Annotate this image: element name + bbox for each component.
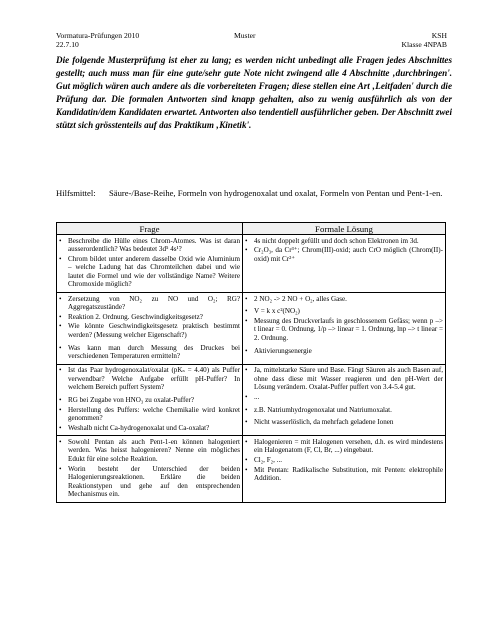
question-answer-table [56, 222, 446, 503]
question-item: • Chrom bildet unter anderem dasselbe Oxid wie Aluminium – welche Ladung hat das Chromteilchen dabei und wie lautet die Formel und wie der vollständige Name? Weitere Chromoxide möglich? [59, 255, 240, 289]
question-item: • Sowohl Pentan als auch Pent-1-en können halogeniert werden. Was heisst halogenieren? Nenne ein mögliches Edukt für eine solche Reaktion. [59, 438, 240, 464]
table-row [57, 436, 446, 503]
table-row [57, 293, 446, 365]
answer-cell [243, 235, 446, 293]
question-item: • Was kann man durch Messung des Druckes bei verschiedenen Temperaturen ermitteln? [59, 344, 240, 361]
question-item: • Herstellung des Puffers: welche Chemikalie wird konkret genommen? [59, 406, 240, 423]
answer-item: • V = k x c²(NO₂) [245, 307, 443, 316]
column-header-question: Frage [57, 223, 243, 235]
column-header-answer: Formale Lösung [243, 223, 446, 235]
question-item: • Worin besteht der Unterschied der beiden Halogenierungsreaktionen. Erkläre die beiden Reaktionstypen und gehe auf den entsprechenden Mechanismus ein. [59, 465, 240, 499]
answer-item: • ... [245, 393, 443, 402]
question-item: • Ist das Paar hydrogenoxalat/oxalat (pKₛ = 4.40) als Puffer verwendbar? Welche Aufgabe erfüllt pH-Puffer? In welchem Bereich puffert System? [59, 366, 240, 392]
header-right [402, 31, 448, 49]
answer-item: • Cl₂, F₂, ... [245, 456, 443, 465]
intro-paragraph [56, 54, 452, 133]
answer-item: • Nicht wasserlöslich, da mehrfach geladene Ionen [245, 418, 443, 427]
question-cell [57, 293, 243, 365]
answer-item: • z.B. Natriumhydrogenoxalat und Natriumoxalat. [245, 406, 443, 415]
question-item: • Reaktion 2. Ordnung. Geschwindigkeitsgesetz? [59, 313, 240, 322]
intro-text: Die folgende Musterprüfung ist eher zu lang; es werden nicht unbedingt alle Fragen jedes Abschnittes gestellt; auch muss man für eine gute/sehr gute Note nicht zwingend alle 4 Abschnitte ‚durchbringen'. Gut möglich wären auch andere als die vorbereiteten Fragen; diese stellen eine Art ‚Leitfaden' durch die Prüfung dar. Die formalen Antworten sind knapp gehalten, also zu wenig ausführlich als von der Kandidatin/dem Kandidaten erwartet. Antworten also tendentiell ausführlicher geben. Der Abschnitt zwei stützt sich grösstenteils auf das Praktikum ‚Kinetik'. [56, 55, 452, 131]
question-cell [57, 235, 243, 293]
question-cell [57, 436, 243, 503]
answer-item: • Halogenieren = mit Halogenen versehen, d.h. es wird mindestens ein Halogenatom (F, Cl, Br, ...) eingebaut. [245, 438, 443, 455]
header-school: KSH [431, 31, 447, 40]
question-item: • RG bei Zugabe von HNO₃ zu oxalat-Puffer? [59, 396, 240, 405]
header-class: Klasse 4NPAB [401, 40, 447, 49]
question-item: • Weshalb nicht Ca-hydrogenoxalat und Ca-oxalat? [59, 424, 240, 433]
question-item: • Zersetzung von NO₂ zu NO und O₂; RG? Aggregatszustände? [59, 295, 240, 312]
header-left [56, 31, 139, 49]
answer-cell [243, 293, 446, 365]
header-course: Vormatura-Prüfungen 2010 [56, 31, 140, 40]
header-date: 22.7.10 [56, 40, 79, 49]
header-center: Muster [234, 31, 256, 40]
question-cell [57, 364, 243, 436]
answer-item: • Ja, mittelstarke Säure und Base. Fängt Säuren als auch Basen auf, ohne dass diese mit Wasser reagieren und den pH-Wert der Lösung verändern. Oxalat-Puffer puffert von 3.4-5.4 gut. [245, 366, 443, 392]
hilfsmittel-label: Hilfsmittel: [56, 188, 96, 198]
answer-item: • Mit Pentan: Radikalische Substitution, mit Penten: elektrophile Addition. [245, 466, 443, 483]
question-item: • Beschreibe die Hülle eines Chrom-Atomes. Was ist daran ausserordentlich? Was bedeutet 3d⁵ 4s¹? [59, 237, 240, 254]
answer-cell [243, 436, 446, 503]
hilfsmittel [56, 187, 448, 200]
answer-item: • 2 NO₂ -> 2 NO + O₂, alles Gase. [245, 295, 443, 304]
answer-item: • Cr₂O₃, da Cr³⁺; Chrom(III)-oxid; auch CrO möglich (Chrom(II)-oxid) mit Cr²⁺ [245, 246, 443, 263]
answer-item: • Messung des Druckverlaufs in geschlossenem Gefäss; wenn p –> t linear = 0. Ordnung, 1/p –> linear = 1. Ordnung, lnp –> t linear = 2. Ordnung. [245, 317, 443, 343]
answer-cell [243, 364, 446, 436]
table-row [57, 364, 446, 436]
answer-item: • Aktivierungsenergie [245, 347, 443, 356]
question-item: • Wie könnte Geschwindigkeitsgesetz praktisch bestimmt werden? (Messung welcher Eigenschaft?) [59, 322, 240, 339]
table-row [57, 235, 446, 293]
hilfsmittel-text: Säure-/Base-Reihe, Formeln von hydrogenoxalat und oxalat, Formeln von Pentan und Pent-1-en. [109, 188, 443, 198]
answer-item: • 4s nicht doppelt gefüllt und doch schon Elektronen im 3d. [245, 237, 443, 246]
